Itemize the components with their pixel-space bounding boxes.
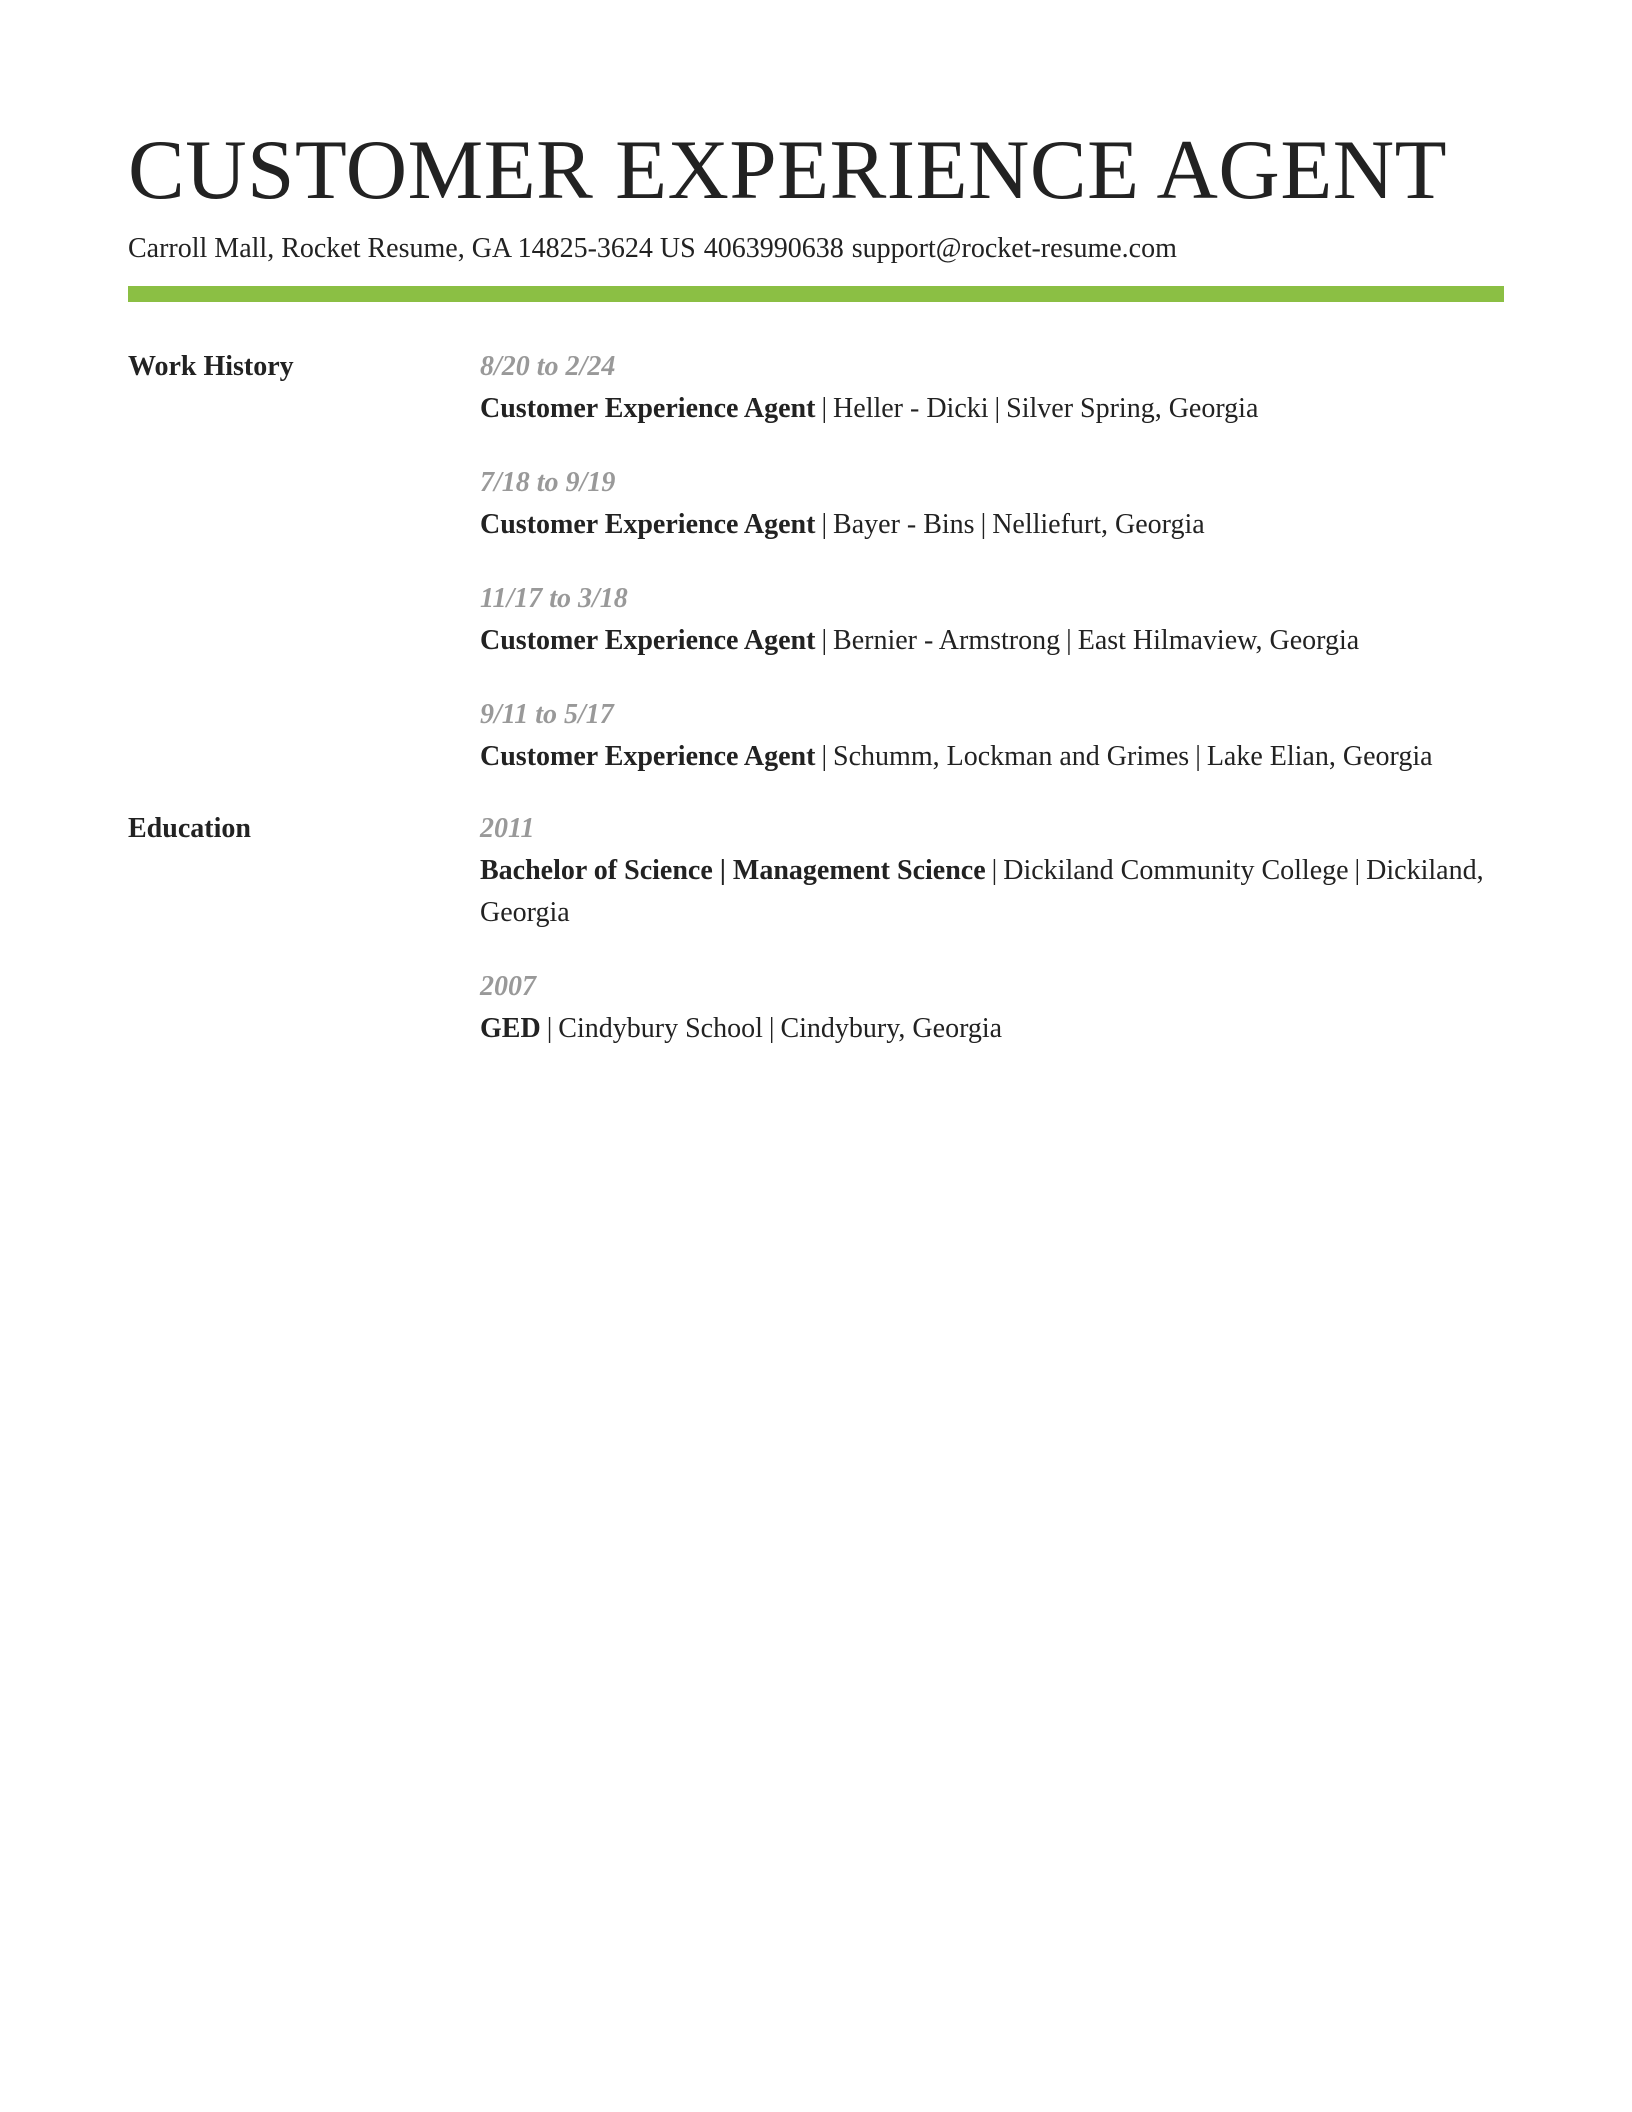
section-title-education: Education — [128, 813, 251, 844]
education-entry-details: Bachelor of Science | Management Science | Dickiland Community College | Dickiland, Georgia — [480, 855, 1484, 928]
work-entry-location: Nelliefurt, Georgia — [992, 509, 1205, 540]
work-entry-role: Customer Experience Agent — [480, 509, 816, 540]
work-entry-location: Silver Spring, Georgia — [1006, 393, 1259, 424]
education-entry — [480, 966, 1504, 1050]
education-entry-details: GED | Cindybury School | Cindybury, Georgia — [480, 1013, 1003, 1044]
education-entry-degree: GED — [480, 1013, 541, 1044]
education-entry-year: 2007 — [480, 971, 536, 1002]
contact-line — [128, 232, 1185, 266]
work-entry-role: Customer Experience Agent — [480, 625, 816, 656]
work-entry-company: Schumm, Lockman and Grimes — [833, 741, 1190, 772]
work-entry-details: Customer Experience Agent | Bernier - Armstrong | East Hilmaview, Georgia — [480, 625, 1360, 656]
resume-title: CUSTOMER EXPERIENCE AGENT — [128, 123, 1448, 217]
work-entry-company: Bayer - Bins — [833, 509, 975, 540]
education-entry-location: Dickiland, Georgia — [480, 855, 1484, 928]
work-entry — [480, 578, 1504, 662]
work-entry-details: Customer Experience Agent | Schumm, Lockman and Grimes | Lake Elian, Georgia — [480, 741, 1433, 772]
education-entries — [480, 808, 1504, 1082]
contact-email: support@rocket-resume.com — [851, 233, 1177, 264]
work-history-entries — [480, 346, 1504, 810]
work-entry — [480, 694, 1504, 778]
education-entry-school: Dickiland Community College — [1003, 855, 1349, 886]
work-entry-details: Customer Experience Agent | Bayer - Bins | Nelliefurt, Georgia — [480, 509, 1205, 540]
work-entry-dates: 11/17 to 3/18 — [480, 583, 628, 614]
work-entry — [480, 346, 1504, 430]
work-entry-details: Customer Experience Agent | Heller - Dicki | Silver Spring, Georgia — [480, 393, 1259, 424]
education-entry — [480, 808, 1504, 934]
education-entry-year: 2011 — [480, 813, 535, 844]
contact-phone: 4063990638 — [703, 233, 844, 264]
work-entry-dates: 7/18 to 9/19 — [480, 467, 616, 498]
education-entry-school: Cindybury School — [558, 1013, 763, 1044]
work-entry-location: East Hilmaview, Georgia — [1077, 625, 1360, 656]
work-entry-company: Heller - Dicki — [833, 393, 989, 424]
contact-address: Carroll Mall, Rocket Resume, GA 14825-3624 US — [128, 233, 696, 264]
work-entry-role: Customer Experience Agent — [480, 393, 816, 424]
section-title-work-history: Work History — [128, 351, 294, 382]
work-entry-company: Bernier - Armstrong — [833, 625, 1061, 656]
work-entry-dates: 8/20 to 2/24 — [480, 351, 616, 382]
accent-divider — [128, 286, 1504, 302]
work-entry-role: Customer Experience Agent — [480, 741, 816, 772]
work-entry — [480, 462, 1504, 546]
education-entry-location: Cindybury, Georgia — [780, 1013, 1003, 1044]
work-entry-dates: 9/11 to 5/17 — [480, 699, 614, 730]
work-entry-location: Lake Elian, Georgia — [1206, 741, 1433, 772]
education-entry-degree: Bachelor of Science | Management Science — [480, 855, 986, 886]
